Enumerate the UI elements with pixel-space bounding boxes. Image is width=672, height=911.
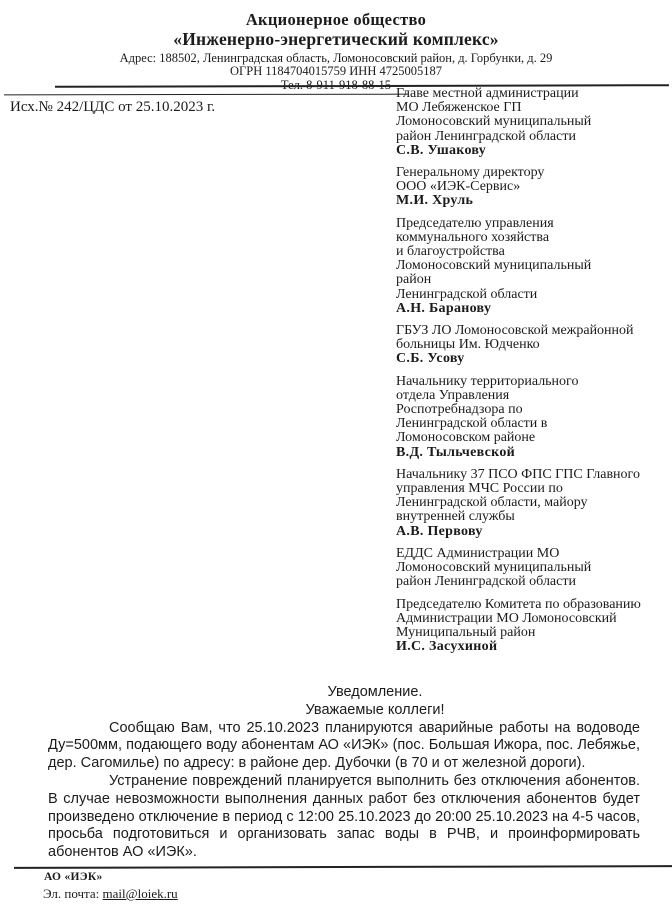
recipient-line: и благоустройства (396, 244, 505, 260)
recipient-line: МО Лебяженское ГП (396, 100, 522, 116)
recipient-line: Ломоносовский муниципальный (396, 114, 592, 130)
recipient-line: Администрации МО Ломоносовский (396, 610, 617, 626)
recipient-name: С.В. Ушакову (396, 142, 487, 158)
recipient-line: Муниципальный район (396, 624, 536, 640)
recipient-line: Генеральному директору (396, 165, 545, 181)
recipient-line: район Ленинградской области (396, 574, 576, 590)
recipient-name: М.И. Хруль (396, 193, 474, 209)
body-salutation: Уважаемые коллеги! (305, 701, 445, 718)
recipient-block (396, 547, 672, 590)
recipient-line: ГБУЗ ЛО Ломоносовской межрайонной (396, 323, 634, 339)
recipient-line: Ленинградской области, майору (396, 495, 588, 511)
recipient-name: А.В. Первову (396, 523, 483, 539)
recipient-line: Председателю управления (396, 215, 554, 231)
body-paragraph: Устранение повреждений планируется выполнить без отключения абонентов. В случае невозможности выполнения данных работ без отключения абонентов будет произведено отключение в период с 12:00 25.10.2023 до 20:00 25.10.2023 на 4-5 часов, просьба подготовиться и организовать запас воды в РЧВ, и проинформировать абонентов АО «ИЭК». (48, 772, 640, 861)
recipient-block (396, 217, 672, 316)
recipient-line: ЕДДС Администрации МО (396, 545, 560, 561)
recipient-line: управления МЧС России по (396, 481, 563, 497)
recipient-block (396, 87, 672, 158)
recipient-line: Начальнику территориального (396, 373, 579, 389)
org-type: Акционерное общество (245, 10, 427, 29)
recipient-line: Председателю Комитета по образованию (396, 596, 641, 612)
org-phone: Тел. 8-911-918-88-15 (280, 77, 392, 92)
recipient-name: С.Б. Усову (396, 351, 465, 367)
recipient-line: ООО «ИЭК-Сервис» (396, 179, 521, 195)
org-address: Адрес: 188502, Ленинградская область, Ломоносовский район, д. Горбунки, д. 29 (119, 51, 553, 65)
recipient-block (396, 324, 672, 367)
body-paragraphs (48, 720, 640, 862)
recipient-line: Ленинградской области в (396, 416, 548, 432)
footer-email-line (43, 886, 178, 902)
recipient-line: Начальнику 37 ПСО ФПС ГПС Главного (396, 466, 640, 482)
footer-email-link[interactable]: mail@loiek.ru (102, 886, 178, 901)
recipient-line: район (396, 272, 432, 288)
recipient-line: Главе местной администрации (396, 86, 579, 101)
recipient-line: отдела Управления (396, 387, 510, 403)
recipient-line: коммунального хозяйства (396, 229, 550, 245)
recipient-block (396, 166, 672, 209)
org-name: «Инженерно-энергетический комплекс» (173, 29, 499, 49)
recipient-line: Ломоносовский муниципальный (396, 258, 592, 274)
recipient-line: Роспотребнадзора по (396, 402, 523, 418)
body-title: Уведомление. (327, 684, 423, 700)
recipient-name: И.С. Засухиной (396, 639, 498, 655)
footer-email-label: Эл. почта: (43, 886, 100, 901)
outgoing-reference: Исх.№ 242/ЦДС от 25.10.2023 г. (10, 99, 216, 115)
recipient-line: Ленинградской области (396, 286, 538, 302)
recipient-line: район Ленинградской области (396, 128, 576, 144)
recipient-line: больницы Им. Юдченко (396, 337, 540, 353)
recipient-line: внутренней службы (396, 509, 515, 525)
recipients-column (396, 87, 672, 662)
letterhead-divider-secondary (4, 94, 408, 96)
body-paragraph: Сообщаю Вам, что 25.10.2023 планируются аварийные работы на водоводе Ду=500мм, подающего воду абонентам АО «ИЭК» (пос. Большая Ижора, пос. Лебяжье, дер. Сагомилье) по адресу: в районе дер. Дубочки (в 70 и от железной дороги). (48, 719, 640, 772)
letterhead (0, 10, 672, 92)
letter-body (48, 684, 640, 862)
recipient-name: А.Н. Баранову (396, 300, 492, 316)
footer-org: АО «ИЭК» (44, 871, 103, 883)
org-ogrn-inn: ОГРН 1184704015759 ИНН 4725005187 (230, 64, 442, 79)
recipient-block (396, 468, 672, 539)
recipient-name: В.Д. Тыльчевской (396, 444, 516, 460)
recipient-block (396, 598, 672, 655)
recipient-line: Ломоносовском районе (396, 430, 536, 446)
recipient-block (396, 375, 672, 460)
recipient-line: Ломоносовский муниципальный (396, 560, 592, 576)
footer-divider (14, 865, 672, 869)
